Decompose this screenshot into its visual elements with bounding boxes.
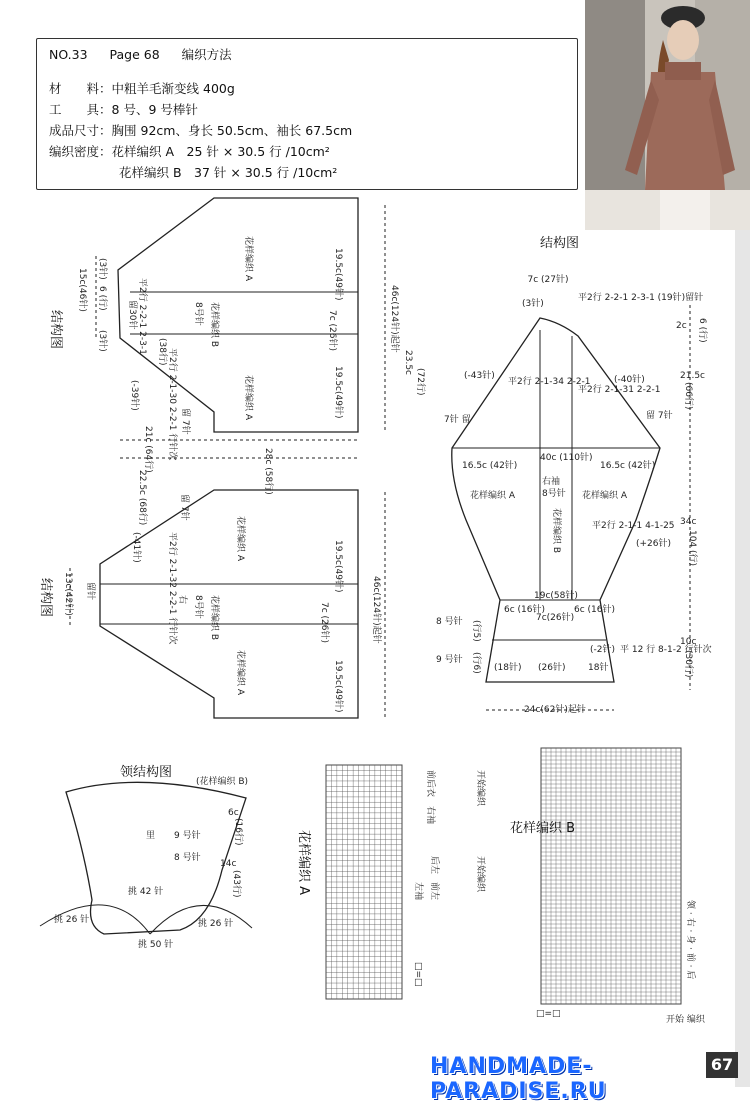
collar-pick-50: 挑 50 针 [138, 940, 174, 950]
collar-pick-42: 挑 42 针 [128, 887, 164, 897]
sleeve-bottom-18a: (18针) [494, 663, 522, 673]
back-3st-b: (3针) [97, 330, 107, 352]
collar-dim-14: 14c [220, 859, 237, 869]
info-row-material: 材 料：中粗羊毛渐变线 400g [49, 81, 235, 96]
sleeve-bottom-26: (26针) [538, 663, 566, 673]
info-row-tools: 工 具：8 号、9 号棒针 [49, 102, 198, 117]
sleeve-dim-34: 34c [680, 517, 697, 527]
chart-b-side-keys: 领 · 右 · 身 · 前 · 后 [685, 900, 695, 980]
front-dim-19-bottom: 19.5c(49针) [333, 660, 343, 713]
back-raglan-rule: 平2行 2-2-1 2-3-1 [137, 278, 147, 355]
chart-a-start: 开始编织 [475, 770, 485, 807]
sleeve-width-19: 19c(58针) [534, 591, 578, 601]
sleeve-structure-title: 结构图 [540, 236, 580, 251]
chart-a-key-back-left: 后左 [429, 856, 439, 875]
front-dim-7: 7c (26针) [319, 602, 329, 644]
sleeve-pattern-a-right: 花样编织 A [582, 491, 628, 501]
sleeve-rows-6: (行6) [471, 652, 481, 674]
collar-outline [66, 782, 246, 934]
sleeve-keep-right: 留 7针 [646, 411, 673, 421]
sleeve-pattern-b: 花样编织 B [551, 508, 561, 554]
sleeve-dim-21: 21.5c [680, 371, 705, 381]
sleeve-width-40: 40c (110针) [540, 453, 593, 463]
chart-a-legend: □=□ [413, 962, 423, 987]
sleeve-dim-104: 104 (行) [687, 530, 697, 567]
sleeve-needle-9: 9 号针 [436, 655, 463, 665]
collar-dim-6: 6c [228, 808, 239, 818]
sleeve-keep-left: 7针 留 [444, 415, 471, 425]
method-title: 编织方法 [181, 47, 232, 62]
sleeve-dim-2c: 2c [676, 321, 687, 331]
info-row-size: 成品尺寸：胸围 92cm、身长 50.5cm、袖长 67.5cm [49, 123, 353, 138]
back-keep-30: 留30针 [127, 300, 137, 330]
sleeve-needle-8: 8号针 [542, 489, 566, 499]
back-needle: 8号针 [193, 302, 203, 326]
collar-inner: 里 [146, 831, 156, 841]
collar-rows-43: (43行) [231, 870, 241, 898]
chart-b-cells [541, 748, 681, 1004]
sleeve-right-sleeve: 右袖 [542, 477, 561, 487]
back-dim-23: 23.5c [403, 350, 413, 375]
front-needle: 8号针 [193, 595, 203, 619]
sleeve-dim-30: (30行) [683, 650, 693, 678]
back-keep-7: 留 7针 [180, 408, 190, 435]
sleeve-inc-rule: 平2行 2-1-1 4-1-25 [592, 521, 675, 531]
chart-a-title: 花样编织 A [296, 830, 311, 896]
sleeve-inc-26: (+26针) [636, 539, 672, 549]
chart-a-key-right-sleeve: 右袖 [425, 806, 435, 825]
front-keep-7: 留 7针 [179, 494, 189, 521]
back-dim-72: (72行) [415, 368, 425, 396]
front-pattern-a-bottom: 花样编织 A [235, 650, 245, 696]
pattern-number: NO.33 [49, 47, 88, 62]
sleeve-width-6a: 6c (16针) [504, 605, 546, 615]
collar-needle-9: 9 号针 [174, 831, 201, 841]
sleeve-pattern-a-left: 花样编织 A [470, 491, 516, 501]
sleeve-needle-8b: 8 号针 [436, 617, 463, 627]
sleeve-width-7: 7c(26针) [536, 613, 575, 623]
chart-b-start: 开始 编织 [666, 1015, 705, 1025]
collar-needle-8: 8 号针 [174, 853, 201, 863]
back-38rows: (38行) [157, 338, 167, 366]
back-dim-7: 7c (26针) [327, 310, 337, 352]
front-right-mark: 右 [177, 595, 187, 605]
page-ref: Page 68 [109, 47, 160, 62]
back-dim-15: 15c(46针) [77, 268, 87, 312]
sleeve-dec-2: (-2针) [590, 645, 615, 655]
info-row-gauge-a: 编织密度：花样编织 A 25 针 × 30.5 行 /10cm² [49, 144, 330, 159]
front-dim-22: 22.5c (68行) [137, 470, 147, 526]
collar-rows-16: (16行) [233, 818, 243, 846]
chart-a-cells [326, 765, 402, 999]
sleeve-width-right: 16.5c (42针) [600, 461, 656, 471]
sleeve-left-rule: 平2行 2-1-34 2-2-1 [508, 377, 591, 387]
front-structure-title: 结构图 [38, 578, 53, 618]
front-dec-41: (-41针) [131, 532, 141, 563]
sleeve-rows-5: (行5) [471, 620, 481, 642]
back-pattern-b: 花样编织 B [209, 302, 219, 348]
chart-a-start-2: 开始编织 [475, 856, 485, 893]
back-dim-46: 46c(124针)起针 [389, 285, 399, 353]
sleeve-right-rule: 平2行 2-1-31 2-2-1 [578, 385, 661, 395]
collar-pattern-b: (花样编织 B) [196, 777, 249, 787]
sleeve-width-left: 16.5c (42针) [462, 461, 518, 471]
sleeve-bottom-18b: 18针 [588, 663, 609, 673]
sleeve-width-6b: 6c (16针) [574, 605, 616, 615]
collar-pick-26-left: 挑 26 针 [54, 915, 90, 925]
collar-pick-26-right: 挑 26 针 [198, 919, 234, 929]
sleeve-bottom-rule: 平 12 行 8-1-2 行针次 [620, 645, 712, 655]
back-piece-outline [118, 198, 358, 432]
front-pattern-b: 花样编织 B [209, 595, 219, 641]
chart-a-key-front-left: 前左 [429, 882, 439, 901]
front-dim-46: 46c(124针)起针 [371, 576, 381, 644]
back-3st-a: (3针) [97, 258, 107, 280]
sleeve-cast-on: 24c(62针)起针 [524, 705, 586, 715]
front-dim-13: 13c(42针) [63, 572, 73, 616]
sleeve-top-3st: (3针) [522, 299, 544, 309]
site-watermark: HANDMADE-PARADISE.RU [430, 1054, 607, 1104]
collar-structure-title: 领结构图 [120, 765, 173, 780]
chart-b-title: 花样编织 B [510, 821, 576, 836]
back-pattern-a-top: 花样编织 A [243, 236, 253, 282]
chart-b-legend: □=□ [536, 1009, 561, 1019]
front-pattern-a-top: 花样编织 A [235, 516, 245, 562]
chart-a-key-front-back: 前后衣 [425, 770, 435, 798]
sleeve-left-dec: (-43针) [464, 371, 495, 381]
sleeve-top-rule: 平2行 2-2-1 2-3-1 (19针)留针 [578, 293, 704, 303]
back-dim-28: 28c (58行) [263, 448, 273, 495]
back-pattern-a-bottom: 花样编织 A [243, 375, 253, 421]
front-dim-19-top: 19.5c(49针) [333, 540, 343, 593]
back-dim-19-bottom: 19.5c(49针) [333, 366, 343, 419]
back-dec-39: (-39针) [129, 380, 139, 411]
sleeve-dim-6rows: 6 (行) [697, 318, 707, 343]
front-keep: 留针 [85, 582, 95, 601]
sleeve-dim-10: 10c [680, 637, 697, 647]
back-raglan-rule-2: 平2行 2-1-30 2-2-1 行针次 [167, 348, 177, 461]
back-dim-21: 21c (64行) [143, 426, 153, 473]
page-number: 67 [706, 1052, 738, 1078]
info-row-gauge-b: 花样编织 B 37 针 × 30.5 行 /10cm² [119, 165, 338, 180]
front-raglan-rule: 平2行 2-1-32 2-2-1 行针次 [167, 532, 177, 645]
sleeve-top-width: 7c (27针) [527, 275, 569, 285]
back-dim-19-top: 19.5c(49针) [333, 248, 343, 301]
sleeve-right-dec: (-40针) [614, 375, 645, 385]
back-6rows: 6 (行) [97, 286, 107, 311]
chart-a-key-left-sleeve: 左袖 [413, 882, 423, 901]
sleeve-dim-66: (66行) [683, 382, 693, 410]
back-structure-title: 结构图 [48, 310, 63, 350]
